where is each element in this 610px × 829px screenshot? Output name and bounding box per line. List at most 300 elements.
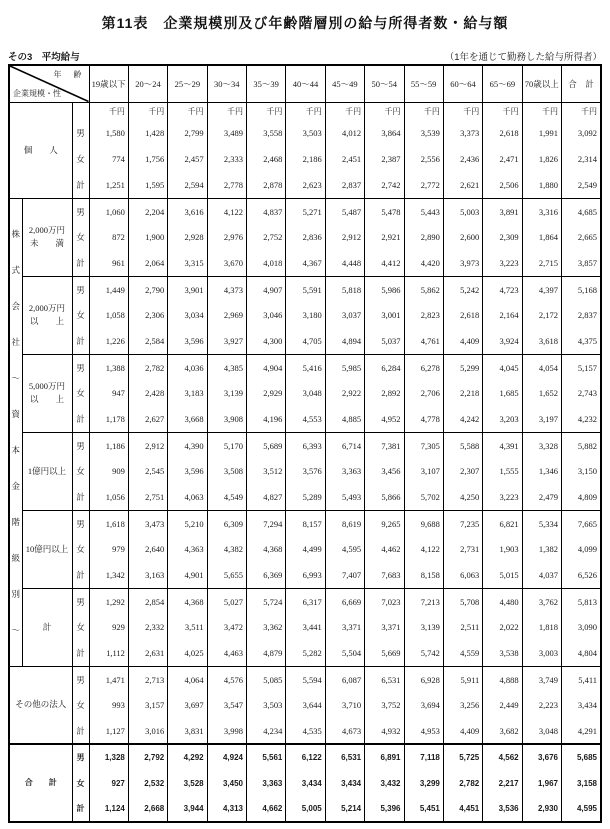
value-cell: 3,328 — [522, 432, 561, 458]
value-cell: 6,369 — [247, 562, 286, 588]
unit-row — [9, 102, 601, 120]
value-cell: 2,772 — [404, 172, 443, 198]
value-cell: 2,387 — [365, 146, 404, 172]
value-cell: 2,668 — [128, 796, 167, 822]
value-cell: 1,382 — [522, 536, 561, 562]
value-cell: 4,562 — [483, 744, 522, 770]
value-cell: 3,256 — [443, 692, 482, 718]
value-cell: 5,396 — [365, 796, 404, 822]
value-cell: 3,150 — [562, 458, 602, 484]
data-row — [9, 562, 601, 588]
value-cell: 2,752 — [247, 224, 286, 250]
value-cell: 4,054 — [522, 354, 561, 380]
value-cell: 3,139 — [207, 380, 246, 406]
value-cell: 3,528 — [168, 770, 207, 796]
value-cell: 4,451 — [443, 796, 482, 822]
section-label — [22, 198, 72, 276]
value-cell: 5,702 — [404, 484, 443, 510]
value-cell: 2,217 — [483, 770, 522, 796]
value-cell: 3,432 — [365, 770, 404, 796]
value-cell: 2,618 — [443, 302, 482, 328]
value-cell: 4,390 — [168, 432, 207, 458]
value-cell: 4,535 — [286, 718, 325, 744]
value-cell: 5,451 — [404, 796, 443, 822]
value-cell: 2,064 — [128, 250, 167, 276]
side-vertical-label — [9, 198, 22, 666]
side-label-char: ～ — [11, 625, 20, 636]
data-row — [9, 510, 601, 536]
value-cell: 5,818 — [325, 276, 364, 302]
value-cell: 3,473 — [128, 510, 167, 536]
value-cell: 2,584 — [128, 328, 167, 354]
value-cell: 3,472 — [207, 614, 246, 640]
value-cell: 2,782 — [443, 770, 482, 796]
age-column-header: 35～39 — [247, 65, 286, 102]
value-cell: 3,315 — [168, 250, 207, 276]
value-cell: 6,821 — [483, 510, 522, 536]
value-cell: 6,317 — [286, 588, 325, 614]
value-cell: 3,450 — [207, 770, 246, 796]
value-cell: 4,196 — [247, 406, 286, 432]
value-cell: 3,363 — [325, 458, 364, 484]
section-label — [22, 510, 72, 588]
value-cell: 3,508 — [207, 458, 246, 484]
value-cell: 6,309 — [207, 510, 246, 536]
value-cell: 4,837 — [247, 198, 286, 224]
value-cell: 7,235 — [443, 510, 482, 536]
value-cell: 3,001 — [365, 302, 404, 328]
value-cell: 4,723 — [483, 276, 522, 302]
value-cell: 2,532 — [128, 770, 167, 796]
value-cell: 6,284 — [365, 354, 404, 380]
value-cell: 5,242 — [443, 276, 482, 302]
value-cell: 2,600 — [443, 224, 482, 250]
value-cell: 2,618 — [483, 120, 522, 146]
age-column-header: 55～59 — [404, 65, 443, 102]
value-cell: 8,158 — [404, 562, 443, 588]
sex-label: 女 — [72, 692, 89, 718]
value-cell: 3,547 — [207, 692, 246, 718]
value-cell: 3,092 — [562, 120, 602, 146]
unit-cell: 千円 — [483, 102, 522, 120]
value-cell: 2,713 — [128, 666, 167, 692]
value-cell: 4,300 — [247, 328, 286, 354]
value-cell: 1,900 — [128, 224, 167, 250]
value-cell: 4,559 — [443, 640, 482, 666]
value-cell: 961 — [89, 250, 128, 276]
value-cell: 2,969 — [207, 302, 246, 328]
value-cell: 2,782 — [128, 354, 167, 380]
value-cell: 3,371 — [365, 614, 404, 640]
value-cell: 3,668 — [168, 406, 207, 432]
value-cell: 5,742 — [404, 640, 443, 666]
value-cell: 5,170 — [207, 432, 246, 458]
value-cell: 4,576 — [207, 666, 246, 692]
sex-label: 女 — [72, 380, 89, 406]
value-cell: 872 — [89, 224, 128, 250]
value-cell: 5,561 — [247, 744, 286, 770]
value-cell: 5,210 — [168, 510, 207, 536]
corner-size-sex-label: 企業規模・性 — [13, 88, 61, 98]
section-label — [22, 432, 72, 510]
value-cell: 4,368 — [247, 536, 286, 562]
value-cell: 3,034 — [168, 302, 207, 328]
value-cell: 5,594 — [286, 666, 325, 692]
meta-row — [8, 53, 602, 63]
value-cell: 5,862 — [404, 276, 443, 302]
value-cell: 3,107 — [404, 458, 443, 484]
value-cell: 5,411 — [562, 666, 602, 692]
value-cell: 4,045 — [483, 354, 522, 380]
value-cell: 5,289 — [286, 484, 325, 510]
value-cell: 2,314 — [562, 146, 602, 172]
unit-cell: 千円 — [325, 102, 364, 120]
section-label — [9, 102, 72, 198]
value-cell: 5,299 — [443, 354, 482, 380]
sex-label: 計 — [72, 796, 89, 822]
data-row — [9, 536, 601, 562]
value-cell: 3,676 — [522, 744, 561, 770]
value-cell: 4,409 — [443, 718, 482, 744]
value-cell: 2,436 — [443, 146, 482, 172]
value-cell: 3,441 — [286, 614, 325, 640]
value-cell: 8,619 — [325, 510, 364, 536]
sex-label: 男 — [72, 198, 89, 224]
unit-cell: 千円 — [286, 102, 325, 120]
value-cell: 1,124 — [89, 796, 128, 822]
value-cell: 1,991 — [522, 120, 561, 146]
value-cell: 1,685 — [483, 380, 522, 406]
value-cell: 5,478 — [365, 198, 404, 224]
side-label-char: 会 — [11, 301, 20, 312]
value-cell: 4,462 — [365, 536, 404, 562]
value-cell: 5,334 — [522, 510, 561, 536]
section-label-line: 以 上 — [29, 394, 64, 405]
value-cell: 2,594 — [168, 172, 207, 198]
value-cell: 2,549 — [562, 172, 602, 198]
value-cell: 1,127 — [89, 718, 128, 744]
value-cell: 3,694 — [404, 692, 443, 718]
value-cell: 2,545 — [128, 458, 167, 484]
value-cell: 7,665 — [562, 510, 602, 536]
section-label-line: 2,000万円 — [28, 302, 66, 313]
value-cell: 2,912 — [325, 224, 364, 250]
value-cell: 5,882 — [562, 432, 602, 458]
value-cell: 1,346 — [522, 458, 561, 484]
value-cell: 4,122 — [207, 198, 246, 224]
value-cell: 3,373 — [443, 120, 482, 146]
side-label-char: 級 — [11, 553, 20, 564]
value-cell: 9,265 — [365, 510, 404, 536]
value-cell: 4,367 — [286, 250, 325, 276]
value-cell: 6,063 — [443, 562, 482, 588]
value-cell: 2,921 — [365, 224, 404, 250]
value-cell: 2,778 — [207, 172, 246, 198]
value-cell: 4,924 — [207, 744, 246, 770]
data-row — [9, 432, 601, 458]
value-cell: 3,503 — [247, 692, 286, 718]
section-label-line: 合 計 — [24, 778, 57, 788]
value-cell: 3,752 — [365, 692, 404, 718]
age-column-header: 20～24 — [128, 65, 167, 102]
age-column-header: 合 計 — [562, 65, 602, 102]
value-cell: 3,618 — [522, 328, 561, 354]
value-cell: 3,864 — [365, 120, 404, 146]
value-cell: 1,186 — [89, 432, 128, 458]
value-cell: 4,012 — [325, 120, 364, 146]
value-cell: 2,976 — [207, 224, 246, 250]
value-cell: 5,813 — [562, 588, 602, 614]
unit-cell: 千円 — [89, 102, 128, 120]
value-cell: 6,393 — [286, 432, 325, 458]
value-cell: 909 — [89, 458, 128, 484]
data-row — [9, 328, 601, 354]
value-cell: 2,892 — [365, 380, 404, 406]
value-cell: 2,640 — [128, 536, 167, 562]
value-cell: 5,504 — [325, 640, 364, 666]
value-cell: 5,027 — [207, 588, 246, 614]
value-cell: 1,449 — [89, 276, 128, 302]
side-label-char: 株 — [11, 228, 20, 239]
value-cell: 3,139 — [404, 614, 443, 640]
sex-label: 男 — [72, 120, 89, 146]
side-label-char: 階 — [11, 517, 20, 528]
value-cell: 1,555 — [483, 458, 522, 484]
value-cell: 4,894 — [325, 328, 364, 354]
value-cell: 6,891 — [365, 744, 404, 770]
value-cell: 1,880 — [522, 172, 561, 198]
value-cell: 3,048 — [522, 718, 561, 744]
value-cell: 2,333 — [207, 146, 246, 172]
value-cell: 2,223 — [522, 692, 561, 718]
value-cell: 4,099 — [562, 536, 602, 562]
value-cell: 2,457 — [168, 146, 207, 172]
value-cell: 4,888 — [483, 666, 522, 692]
value-cell: 2,854 — [128, 588, 167, 614]
value-cell: 3,831 — [168, 718, 207, 744]
value-cell: 4,953 — [404, 718, 443, 744]
value-cell: 774 — [89, 146, 128, 172]
value-cell: 3,539 — [404, 120, 443, 146]
value-cell: 5,708 — [443, 588, 482, 614]
data-row — [9, 302, 601, 328]
value-cell: 3,924 — [483, 328, 522, 354]
value-cell: 2,468 — [247, 146, 286, 172]
data-row — [9, 666, 601, 692]
value-cell: 2,471 — [483, 146, 522, 172]
value-cell: 2,912 — [128, 432, 167, 458]
value-cell: 4,382 — [207, 536, 246, 562]
value-cell: 4,907 — [247, 276, 286, 302]
value-cell: 4,673 — [325, 718, 364, 744]
value-cell: 3,362 — [247, 614, 286, 640]
value-cell: 4,291 — [562, 718, 602, 744]
sex-label: 女 — [72, 536, 89, 562]
data-row — [9, 406, 601, 432]
value-cell: 5,591 — [286, 276, 325, 302]
value-cell: 2,706 — [404, 380, 443, 406]
value-cell: 2,928 — [168, 224, 207, 250]
value-cell: 1,056 — [89, 484, 128, 510]
value-cell: 3,371 — [325, 614, 364, 640]
sex-label: 男 — [72, 510, 89, 536]
value-cell: 1,292 — [89, 588, 128, 614]
value-cell: 5,655 — [207, 562, 246, 588]
sex-label: 女 — [72, 770, 89, 796]
value-cell: 2,837 — [562, 302, 602, 328]
value-cell: 2,878 — [247, 172, 286, 198]
side-label-text — [10, 202, 22, 662]
sex-label-empty — [72, 102, 89, 120]
value-cell: 4,234 — [247, 718, 286, 744]
value-cell: 3,762 — [522, 588, 561, 614]
value-cell: 5,003 — [443, 198, 482, 224]
section-label-line: 5,000万円 — [28, 380, 66, 391]
value-cell: 4,595 — [562, 796, 602, 822]
value-cell: 5,911 — [443, 666, 482, 692]
value-cell: 2,306 — [128, 302, 167, 328]
value-cell: 1,388 — [89, 354, 128, 380]
data-row — [9, 198, 601, 224]
value-cell: 2,790 — [128, 276, 167, 302]
value-cell: 3,037 — [325, 302, 364, 328]
value-cell: 6,278 — [404, 354, 443, 380]
value-cell: 4,480 — [483, 588, 522, 614]
value-cell: 1,818 — [522, 614, 561, 640]
section-label-line: 10億円以上 — [25, 543, 69, 554]
value-cell: 6,531 — [365, 666, 404, 692]
side-label-char: 別 — [11, 589, 20, 600]
value-cell: 1,251 — [89, 172, 128, 198]
value-cell: 947 — [89, 380, 128, 406]
value-cell: 4,778 — [404, 406, 443, 432]
value-cell: 2,621 — [443, 172, 482, 198]
section-label — [9, 744, 72, 822]
value-cell: 4,412 — [365, 250, 404, 276]
sex-label: 計 — [72, 328, 89, 354]
value-cell: 5,157 — [562, 354, 602, 380]
value-cell: 3,697 — [168, 692, 207, 718]
value-cell: 4,420 — [404, 250, 443, 276]
value-cell: 5,724 — [247, 588, 286, 614]
age-column-header: 50～54 — [365, 65, 404, 102]
data-row — [9, 484, 601, 510]
value-cell: 4,385 — [207, 354, 246, 380]
value-cell: 2,742 — [365, 172, 404, 198]
value-cell: 3,316 — [522, 198, 561, 224]
value-cell: 4,499 — [286, 536, 325, 562]
value-cell: 2,930 — [522, 796, 561, 822]
value-cell: 5,986 — [365, 276, 404, 302]
value-cell: 1,058 — [89, 302, 128, 328]
value-cell: 4,804 — [562, 640, 602, 666]
section-label-line: 以 上 — [29, 316, 64, 327]
value-cell: 3,223 — [483, 250, 522, 276]
sex-label: 女 — [72, 146, 89, 172]
value-cell: 3,558 — [247, 120, 286, 146]
value-cell: 3,158 — [562, 770, 602, 796]
value-cell: 3,434 — [325, 770, 364, 796]
value-cell: 4,063 — [168, 484, 207, 510]
value-cell: 7,407 — [325, 562, 364, 588]
value-cell: 3,901 — [168, 276, 207, 302]
value-cell: 2,428 — [128, 380, 167, 406]
value-cell: 3,973 — [443, 250, 482, 276]
value-cell: 4,313 — [207, 796, 246, 822]
value-cell: 7,023 — [365, 588, 404, 614]
value-cell: 1,112 — [89, 640, 128, 666]
value-cell: 5,282 — [286, 640, 325, 666]
value-cell: 2,186 — [286, 146, 325, 172]
value-cell: 3,944 — [168, 796, 207, 822]
section-label-line: 2,000万円 — [28, 224, 66, 235]
value-cell: 4,901 — [168, 562, 207, 588]
side-label-char: 金 — [11, 481, 20, 492]
value-cell: 5,015 — [483, 562, 522, 588]
value-cell: 4,232 — [562, 406, 602, 432]
value-cell: 5,725 — [443, 744, 482, 770]
age-column-header: 25～29 — [168, 65, 207, 102]
value-cell: 4,391 — [483, 432, 522, 458]
value-cell: 3,576 — [286, 458, 325, 484]
value-cell: 3,203 — [483, 406, 522, 432]
value-cell: 3,908 — [207, 406, 246, 432]
sex-label: 計 — [72, 562, 89, 588]
value-cell: 2,751 — [128, 484, 167, 510]
value-cell: 4,549 — [207, 484, 246, 510]
corner-age-label: 年 齢 — [53, 70, 84, 80]
value-cell: 3,197 — [522, 406, 561, 432]
data-row — [9, 224, 601, 250]
value-cell: 2,623 — [286, 172, 325, 198]
value-cell: 1,328 — [89, 744, 128, 770]
value-cell: 1,471 — [89, 666, 128, 692]
sex-label: 女 — [72, 302, 89, 328]
value-cell: 4,064 — [168, 666, 207, 692]
sex-label: 計 — [72, 640, 89, 666]
sex-label: 計 — [72, 484, 89, 510]
value-cell: 5,685 — [562, 744, 602, 770]
value-cell: 5,487 — [325, 198, 364, 224]
value-cell: 4,363 — [168, 536, 207, 562]
value-cell: 1,652 — [522, 380, 561, 406]
unit-cell: 千円 — [168, 102, 207, 120]
unit-cell: 千円 — [404, 102, 443, 120]
value-cell: 6,714 — [325, 432, 364, 458]
section-label-line: 計 — [42, 621, 52, 632]
value-cell: 2,792 — [128, 744, 167, 770]
value-cell: 4,448 — [325, 250, 364, 276]
sex-label: 計 — [72, 250, 89, 276]
value-cell: 2,164 — [483, 302, 522, 328]
value-cell: 7,118 — [404, 744, 443, 770]
value-cell: 979 — [89, 536, 128, 562]
value-cell: 5,689 — [247, 432, 286, 458]
value-cell: 3,511 — [168, 614, 207, 640]
age-column-header: 70歳以上 — [522, 65, 561, 102]
value-cell: 5,443 — [404, 198, 443, 224]
section-label-line: 1億円以上 — [27, 465, 67, 476]
unit-cell: 千円 — [522, 102, 561, 120]
value-cell: 3,223 — [483, 484, 522, 510]
value-cell: 4,025 — [168, 640, 207, 666]
value-cell: 3,456 — [365, 458, 404, 484]
value-cell: 2,218 — [443, 380, 482, 406]
data-row — [9, 120, 601, 146]
age-column-header: 60～64 — [443, 65, 482, 102]
value-cell: 7,683 — [365, 562, 404, 588]
value-cell: 3,998 — [207, 718, 246, 744]
